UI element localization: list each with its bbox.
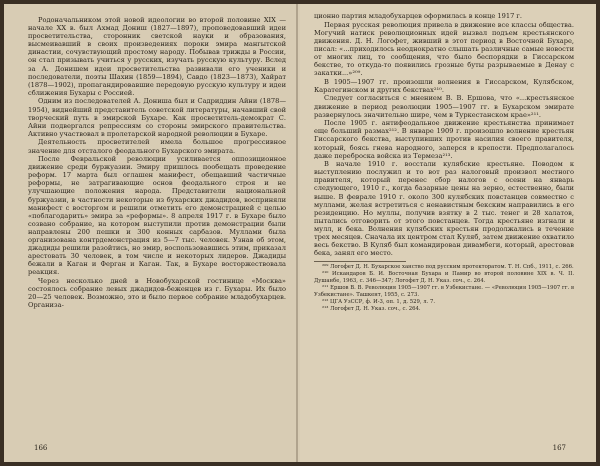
footnote: ²¹⁰ Искандаров Б. И. Восточная Бухара и Памир во второй половине XIX в. Ч. II. Душанбе, 1963, с. 346—347; Логофет Д. Н. Указ. соч., с. 264. [314, 271, 574, 284]
page-number-left: 166 [34, 444, 48, 452]
footnote-divider [314, 261, 406, 262]
paragraph: После 1905 г. антифеодальное движение крестьянства принимает еще больший размах²¹². В январе 1909 г. произошло волнение крестьян Гиссарского бекства, выступивших против насилия своего правителя, который, боясь гнева народного, заперся в крепости. Предполагалось даже переброска войска из Термеза²¹³. [314, 119, 574, 160]
paragraph: ционно партия младобухарцев оформилась в конце 1917 г. [314, 12, 523, 20]
paragraph: Через несколько дней в Новобухарской гостинице «Москва» состоялось собрание левых джадидов-беженцев из г. Бухары. Их было 20—25 человек. Возможно, это и было первое собрание младобухарцев. Организа- [28, 277, 286, 310]
paragraph: В 1905—1907 гг. произошли волнения в Гиссарском, Кулябском, Каратегинском и других бекствах²¹⁰. [314, 77, 574, 94]
book-spread [4, 4, 596, 462]
left-page-body [28, 16, 286, 309]
paragraph: Одним из последователей А. Дониша был и Садриддин Айни (1878—1954), виднейший представитель советской литературы, начавший свой творческий путь в эмирской Бухаре. Как просветитель-демократ С. Айни подвергался репрессиям со стороны эмирского правительства. Активно участвовал в пролетарской народной революции в Бухаре. [28, 97, 286, 138]
paragraph: Деятельность просветителей имела большое прогрессивное значение для отсталого феодального Бухарского эмирата. [28, 138, 286, 155]
footnotes [314, 264, 574, 312]
book-gutter [296, 4, 298, 462]
paragraph: В начале 1910 г. восстали кулябские крестьяне. Поводом к выступлению послужил и то вот раз налоговый произвол местного правителя, который перенес сбор налогов с осени на январь следующего, 1910 г., когда базарные цены на зерно, естественно, были выше. В феврале 1910 г. около 300 кулябских повстанцев совместно с муллами, желая встретиться с ненавистным бекским направились в его резиденцию. Но муллы, получив взятку в 2 тыс. тенег и 28 халатов, пытались отговорить от этого повстанцев. Тогда крестьяне изгнали и мулл, и бека. Волнения кулябских крестьян продолжались в течение трех месяцев. Сначала их центром стал Куляб, затем движение охватило весь бекство. В Куляб был командирован дивамбеги, который, арестовав бека, занял его место. [314, 160, 574, 258]
paragraph: Родоначальником этой новой идеологии во второй половине XIX — начале XX в. был Ахмад Дониш (1827—1897), проповедовавший идеи просветительства, сторонник светской науки и образования, высмеивавший в своих произведениях пороки эмира мангытской династии, сочувствующий простому народу. Побывав трижды в России, он стал призывать учиться у русских, изучать русскую культуру. Вслед за А. Донишем идеи просветительства развивали его ученики и последователи, поэты Шахин (1859—1894), Савдо (1823—1873), Хайрат (1878—1902), пропагандировавшие передовую русскую культуру и идеи сближения Бухары с Россией. [28, 16, 286, 97]
footnote: ²¹³ Логофет Д. Н. Указ. соч., с. 264. [322, 305, 421, 312]
footnote: ²¹¹ Ершов В. В. Революция 1905—1907 гг. в Узбекистане. — «Революция 1905—1907 гг. в Узбекистане». Ташкент, 1955, с. 273. [314, 285, 574, 298]
footnote: ²¹² ЦГА УзССР, ф. И-3, оп. 1, д. 529, л. 7. [322, 298, 436, 305]
paragraph: После Февральской революции усиливается оппозиционное движение среди буржуазии. Эмиру пришлось пообещать проведение реформ. 17 марта был оглашен манифест, обещавший частичные реформы, не затрагивающие основ феодального строя и не улучшающие положения народа. Представители национальной буржуазии, в частности некоторые из бухарских джадидов, восприняли манифест с восторгом и решили отметить его демонстрацией с целью «поблагодарить» эмира за «реформы». 8 апреля 1917 г. в Бухаре было созвано собрание, на котором выступили против демонстрации были направлены 200 пешки и 300 конных сарбазов. Муллами была организована контрдемонстрация из 5—7 тыс. человек. Узнав об этом, джадиды решили разойтись, но эмир, воспользовавшись этим, приказал арестовать 30 человек, в том числе и некоторых лидеров. Джадиды бежали в Каган и Ферган и Каган. Так, в Бухаре восторжествовала реакция. [28, 155, 286, 277]
right-page-body [314, 12, 574, 257]
right-page [300, 4, 596, 462]
page-number-right: 167 [552, 444, 566, 452]
left-page [4, 4, 300, 462]
footnote: ²⁰⁹ Логофет Д. Н. Бухарское ханство под русским протекторатом. Т. Н. Спб., 1911, с. 266. [322, 264, 574, 271]
paragraph: Первая русская революция привела в движение все классы общества. Могучий натиск революционных идей вызвал подъем крестьянского движения. Д. Н. Логофет, живший в этот период в Восточной Бухаре, писал: «...приходилось неоднократно слышать различные самые новости от многих лиц, то сообщения, что было беспорядки в Гиссарском бекстве, то откуда-то появились грозные буты разрываемые в Денау с закатки...»²⁰⁹. [314, 20, 574, 78]
paragraph: Следует согласиться с мнением В. В. Ершова, что «...крестьянское движение в период революции 1905—1907 гг. в Бухарском эмирате развернулось значительно шире, чем в Туркестанском крае»²¹¹. [314, 94, 574, 119]
